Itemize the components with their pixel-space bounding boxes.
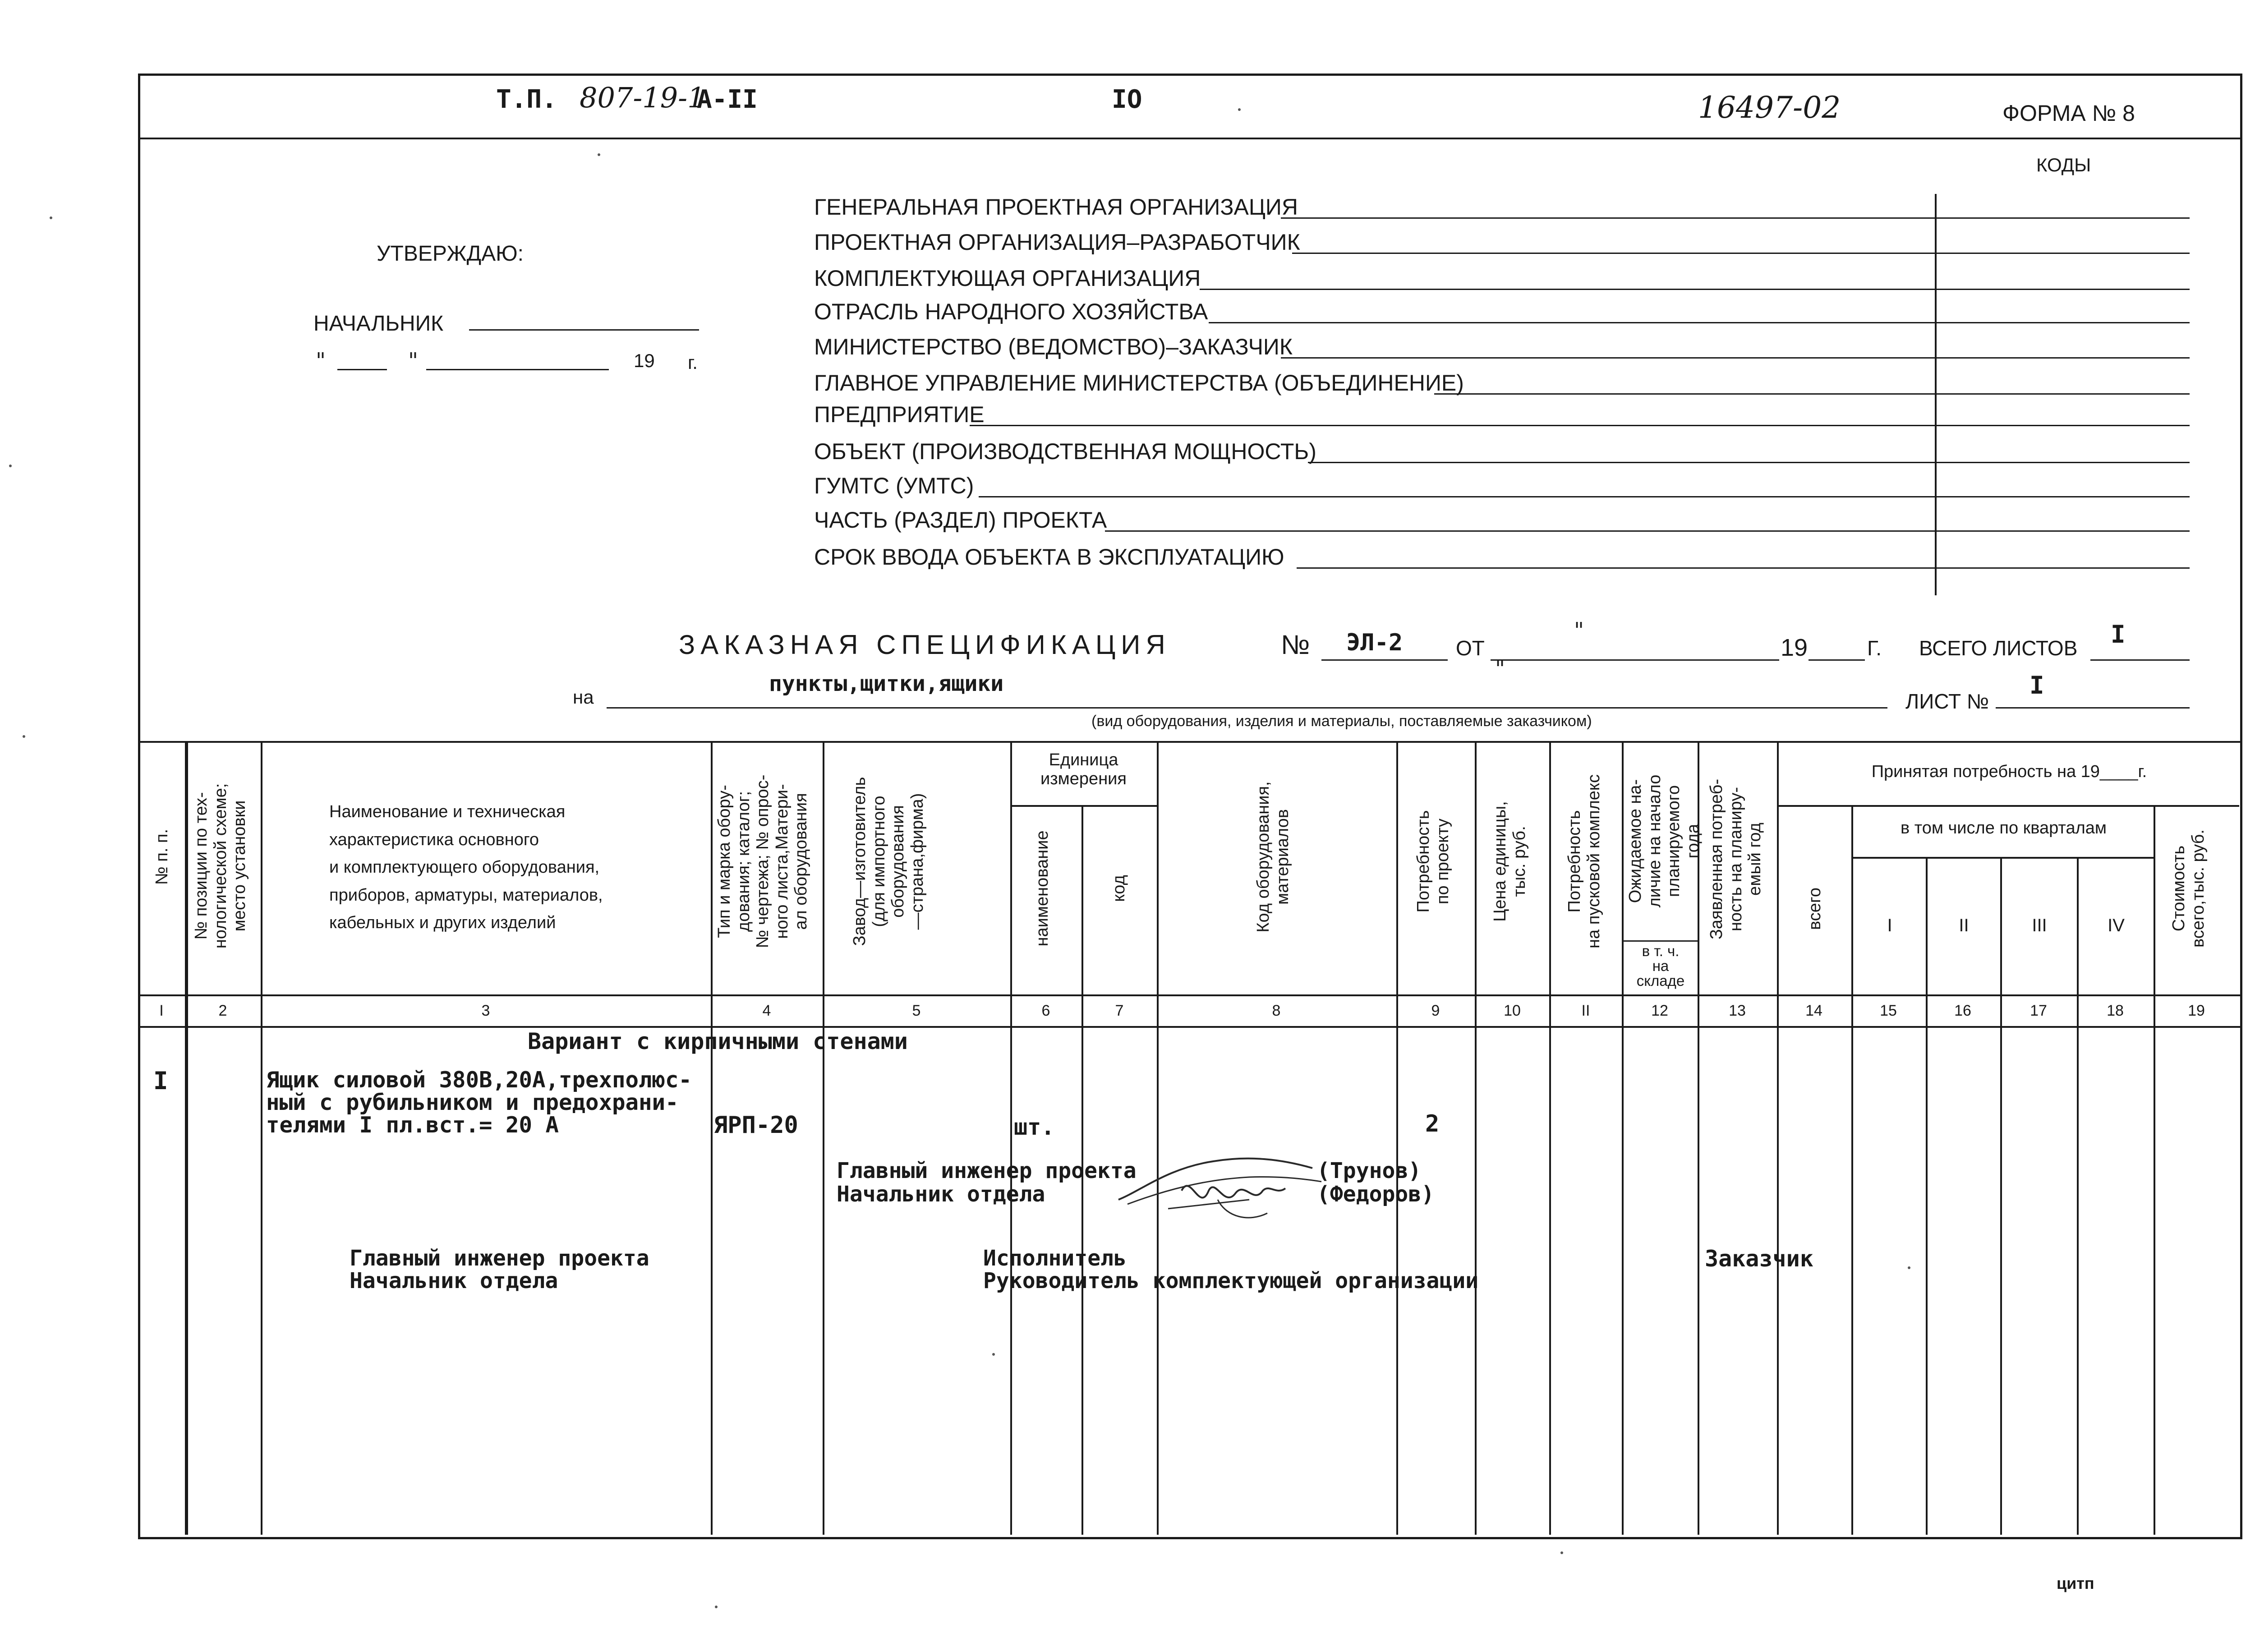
field-design-org: ПРОЕКТНАЯ ОРГАНИЗАЦИЯ–РАЗРАБОТЧИК bbox=[814, 230, 1300, 255]
approval-year-prefix: 19 bbox=[634, 350, 655, 371]
quarters-group-divider bbox=[1851, 857, 2154, 859]
field-object: ОБЪЕКТ (ПРОИЗВОДСТВЕННАЯ МОЩНОСТЬ) bbox=[814, 439, 1316, 464]
field-main-directorate-line bbox=[1434, 393, 2190, 395]
col-line-1 bbox=[185, 741, 188, 1535]
spec-on-value: пункты,щитки,ящики bbox=[769, 671, 1004, 696]
spec-from-label: ОТ bbox=[1456, 636, 1485, 660]
col-header-startup-need: Потребность на пусковой комплекс bbox=[1565, 774, 1603, 948]
col-number-3: 3 bbox=[481, 1002, 490, 1019]
handwritten-signature bbox=[1114, 1137, 1330, 1245]
field-gumts: ГУМТС (УМТС) bbox=[814, 473, 974, 498]
col-line-3 bbox=[711, 741, 713, 1535]
approval-quote-close: " bbox=[408, 348, 419, 373]
scan-speck bbox=[992, 1353, 995, 1356]
col-number-7: 7 bbox=[1115, 1002, 1124, 1019]
col-number-6: 6 bbox=[1041, 1002, 1050, 1019]
tp-prefix: Т.П. bbox=[496, 85, 557, 114]
col-header-project-need: Потребность по проекту bbox=[1414, 810, 1452, 913]
field-industry-line bbox=[1209, 322, 2190, 323]
codes-divider bbox=[1935, 194, 1937, 595]
col-header-unit-name: наименование bbox=[1033, 830, 1052, 947]
approval-quote-open: " bbox=[316, 348, 326, 373]
spec-sheet-label: ЛИСТ № bbox=[1905, 690, 1989, 713]
header-divider bbox=[138, 138, 2240, 139]
spec-total-sheets-line bbox=[2090, 659, 2190, 661]
field-supply-org-line bbox=[1200, 289, 2190, 290]
field-enterprise-line bbox=[970, 425, 2190, 426]
form-label: ФОРМА № 8 bbox=[2002, 101, 2135, 126]
table-header-bottom-border bbox=[138, 994, 2240, 996]
field-main-directorate: ГЛАВНОЕ УПРАВЛЕНИЕ МИНИСТЕРСТВА (ОБЪЕДИНЕНИЕ) bbox=[814, 370, 1464, 396]
col-number-11: II bbox=[1581, 1002, 1590, 1019]
spec-title: ЗАКАЗНАЯ СПЕЦИФИКАЦИЯ bbox=[679, 630, 1171, 660]
sig-left-dept-head: Начальник отдела bbox=[350, 1268, 558, 1293]
col-number-2: 2 bbox=[218, 1002, 227, 1019]
col-line-14 bbox=[1851, 805, 1853, 1535]
field-commissioning-date-line bbox=[1297, 567, 2190, 569]
col-number-15: 15 bbox=[1880, 1002, 1897, 1019]
sig-chief-engineer-name: (Трунов) bbox=[1317, 1158, 1422, 1183]
scan-speck bbox=[9, 465, 12, 467]
sig-dept-head-label: Начальник отдела bbox=[837, 1182, 1045, 1207]
spec-on-line bbox=[607, 707, 1887, 709]
spec-year-line bbox=[1809, 659, 1865, 661]
sig-executor-label: Исполнитель bbox=[983, 1246, 1127, 1271]
field-ministry: МИНИСТЕРСТВО (ВЕДОМСТВО)–ЗАКАЗЧИК bbox=[814, 334, 1293, 359]
field-design-org-line bbox=[1292, 253, 2190, 254]
spec-total-sheets-label: ВСЕГО ЛИСТОВ bbox=[1919, 636, 2078, 660]
col-header-total: всего bbox=[1805, 887, 1824, 930]
codes-label: КОДЫ bbox=[2036, 154, 2091, 175]
col-header-q4: IV bbox=[2108, 916, 2125, 935]
sig-org-head-label: Руководитель комплектующей организации bbox=[983, 1268, 1479, 1293]
col-number-1: I bbox=[159, 1002, 164, 1019]
col-number-12: 12 bbox=[1651, 1002, 1668, 1019]
field-ministry-line bbox=[1281, 357, 2190, 359]
spec-sheet-line bbox=[1996, 707, 2190, 709]
scan-speck bbox=[23, 735, 25, 738]
col-line-4 bbox=[823, 741, 824, 1535]
field-general-org-line bbox=[1281, 217, 2190, 219]
col-number-8: 8 bbox=[1272, 1002, 1281, 1019]
sig-chief-engineer-label: Главный инженер проекта bbox=[837, 1158, 1137, 1183]
col-number-18: 18 bbox=[2107, 1002, 2124, 1019]
col-line-8 bbox=[1396, 741, 1398, 1535]
tp-number: 807-19-1 bbox=[580, 81, 705, 114]
field-general-org: ГЕНЕРАЛЬНАЯ ПРОЕКТНАЯ ОРГАНИЗАЦИЯ bbox=[814, 194, 1298, 220]
field-enterprise: ПРЕДПРИЯТИЕ bbox=[814, 402, 985, 427]
approval-year-suffix: г. bbox=[688, 352, 698, 373]
field-project-part: ЧАСТЬ (РАЗДЕЛ) ПРОЕКТА bbox=[814, 507, 1107, 533]
sig-customer-label: Заказчик bbox=[1705, 1246, 1813, 1272]
spec-note: (вид оборудования, изделия и материалы, поставляемые заказчиком) bbox=[1091, 713, 1592, 730]
scan-speck bbox=[1908, 1266, 1910, 1269]
table-colnum-bottom-border bbox=[138, 1026, 2240, 1028]
approval-signature-line bbox=[469, 329, 699, 331]
row-type: ЯРП-20 bbox=[713, 1112, 798, 1139]
sig-left-chief-engineer: Главный инженер проекта bbox=[350, 1246, 649, 1271]
spec-no-label: № bbox=[1281, 630, 1310, 660]
scan-speck bbox=[1238, 108, 1241, 111]
field-gumts-line bbox=[979, 496, 2190, 497]
spec-no-value: ЭЛ-2 bbox=[1346, 629, 1403, 656]
col-number-14: 14 bbox=[1805, 1002, 1822, 1019]
col-header-cost: Стоимость всего,тыс. руб. bbox=[2169, 829, 2208, 948]
col-header-expected-stock: Ожидаемое на- личие на начало планируемого года bbox=[1626, 774, 1703, 908]
spec-on-label: на bbox=[573, 686, 594, 708]
col-header-manufacturer: Завод—изготовитель (для импортного оборудования —страна,фирма) bbox=[850, 777, 927, 946]
row-name: Ящик силовой 380В,20А,трехполюс- ный с рубильником и предохрани- телями I пл.вст.= 20 А bbox=[266, 1067, 692, 1138]
col-header-unit-group: Единица измерения bbox=[1040, 750, 1127, 788]
col-header-type: Тип и марка обору- дования; каталог; № чертежа; № опрос- ного листа,Матери- ал оборудования bbox=[715, 774, 811, 948]
variant-heading: Вариант с кирпичными стенами bbox=[528, 1028, 908, 1054]
footer-mark: цитп bbox=[2057, 1574, 2094, 1592]
spec-date-quote-bottom: " bbox=[1495, 656, 1505, 681]
spec-date-line bbox=[1491, 659, 1779, 661]
spec-sheet-value: I bbox=[2030, 671, 2044, 699]
col-header-in-warehouse: в т. ч. на складе bbox=[1636, 943, 1685, 989]
approval-title: УТВЕРЖДАЮ: bbox=[377, 242, 524, 266]
spec-year-suffix: Г. bbox=[1867, 636, 1882, 660]
unit-group-divider bbox=[1010, 805, 1157, 807]
tp-suffix: А-II bbox=[697, 85, 758, 114]
field-industry: ОТРАСЛЬ НАРОДНОГО ХОЗЯЙСТВА bbox=[814, 299, 1208, 324]
table-top-border bbox=[138, 741, 2240, 743]
col-line-5 bbox=[1010, 741, 1012, 1535]
col-header-q2: II bbox=[1959, 916, 1969, 935]
col-number-17: 17 bbox=[2030, 1002, 2047, 1019]
sig-dept-head-name: (Федоров) bbox=[1317, 1182, 1435, 1207]
col-line-15 bbox=[1926, 857, 1928, 1535]
col-line-9 bbox=[1475, 741, 1477, 1535]
page-number: IO bbox=[1112, 85, 1142, 114]
col-line-16 bbox=[2000, 857, 2002, 1535]
col-number-4: 4 bbox=[762, 1002, 771, 1019]
col-line-2 bbox=[261, 741, 262, 1535]
col-number-10: 10 bbox=[1504, 1002, 1521, 1019]
col-header-unit-code: код bbox=[1109, 875, 1128, 902]
col-header-q1: I bbox=[1887, 916, 1892, 935]
approval-position: НАЧАЛЬНИК bbox=[313, 312, 444, 336]
col-number-9: 9 bbox=[1431, 1002, 1440, 1019]
col-header-quarters-group: в том числе по кварталам bbox=[1900, 819, 2107, 838]
spec-no-line bbox=[1321, 659, 1448, 661]
field-supply-org: КОМПЛЕКТУЮЩАЯ ОРГАНИЗАЦИЯ bbox=[814, 266, 1201, 291]
field-project-part-line bbox=[1105, 530, 2190, 532]
col-number-19: 19 bbox=[2188, 1002, 2205, 1019]
col-header-equipment-code: Код оборудования, материалов bbox=[1254, 781, 1292, 933]
c12-sub-divider bbox=[1622, 940, 1698, 942]
spec-year-label: 19 bbox=[1781, 634, 1808, 661]
row-number: I bbox=[153, 1067, 168, 1095]
approval-month-line bbox=[426, 369, 609, 370]
spec-date-quote-top: " bbox=[1574, 618, 1584, 643]
col-header-name: Наименование и техническая характеристика основного и комплектующего оборудования, приборов, арматуры, материалов, кабельных и других изделий bbox=[329, 802, 603, 933]
col-number-13: 13 bbox=[1729, 1002, 1746, 1019]
scan-speck bbox=[50, 216, 52, 219]
field-commissioning-date: СРОК ВВОДА ОБЪЕКТА В ЭКСПЛУАТАЦИЮ bbox=[814, 544, 1284, 570]
field-object-line bbox=[1308, 462, 2190, 463]
col-header-position: № позиции по тех- нологической схеме; место установки bbox=[192, 783, 249, 949]
row-quantity: 2 bbox=[1425, 1110, 1440, 1137]
col-header-number: № п. п. bbox=[152, 828, 171, 885]
scan-speck bbox=[1560, 1551, 1563, 1554]
col-line-18 bbox=[2154, 805, 2155, 1535]
col-header-accepted-group: Принятая потребность на 19____г. bbox=[1871, 762, 2147, 781]
col-line-17 bbox=[2077, 857, 2079, 1535]
col-number-16: 16 bbox=[1954, 1002, 1971, 1019]
scan-speck bbox=[715, 1606, 718, 1608]
col-number-5: 5 bbox=[912, 1002, 921, 1019]
col-line-10 bbox=[1549, 741, 1551, 1535]
spec-total-sheets-value: I bbox=[2111, 620, 2126, 649]
archive-number: 16497-02 bbox=[1698, 90, 1841, 125]
col-line-11 bbox=[1622, 741, 1624, 1535]
approval-day-line bbox=[337, 369, 387, 370]
col-line-13 bbox=[1777, 741, 1779, 1535]
row-unit: шт. bbox=[1014, 1114, 1055, 1140]
col-header-q3: III bbox=[2032, 916, 2047, 935]
col-header-unit-price: Цена единицы, тыс. руб. bbox=[1491, 801, 1529, 922]
col-header-declared-need: Заявленная потреб- ность на планиру- емый год bbox=[1707, 778, 1765, 940]
scan-speck bbox=[598, 153, 600, 156]
